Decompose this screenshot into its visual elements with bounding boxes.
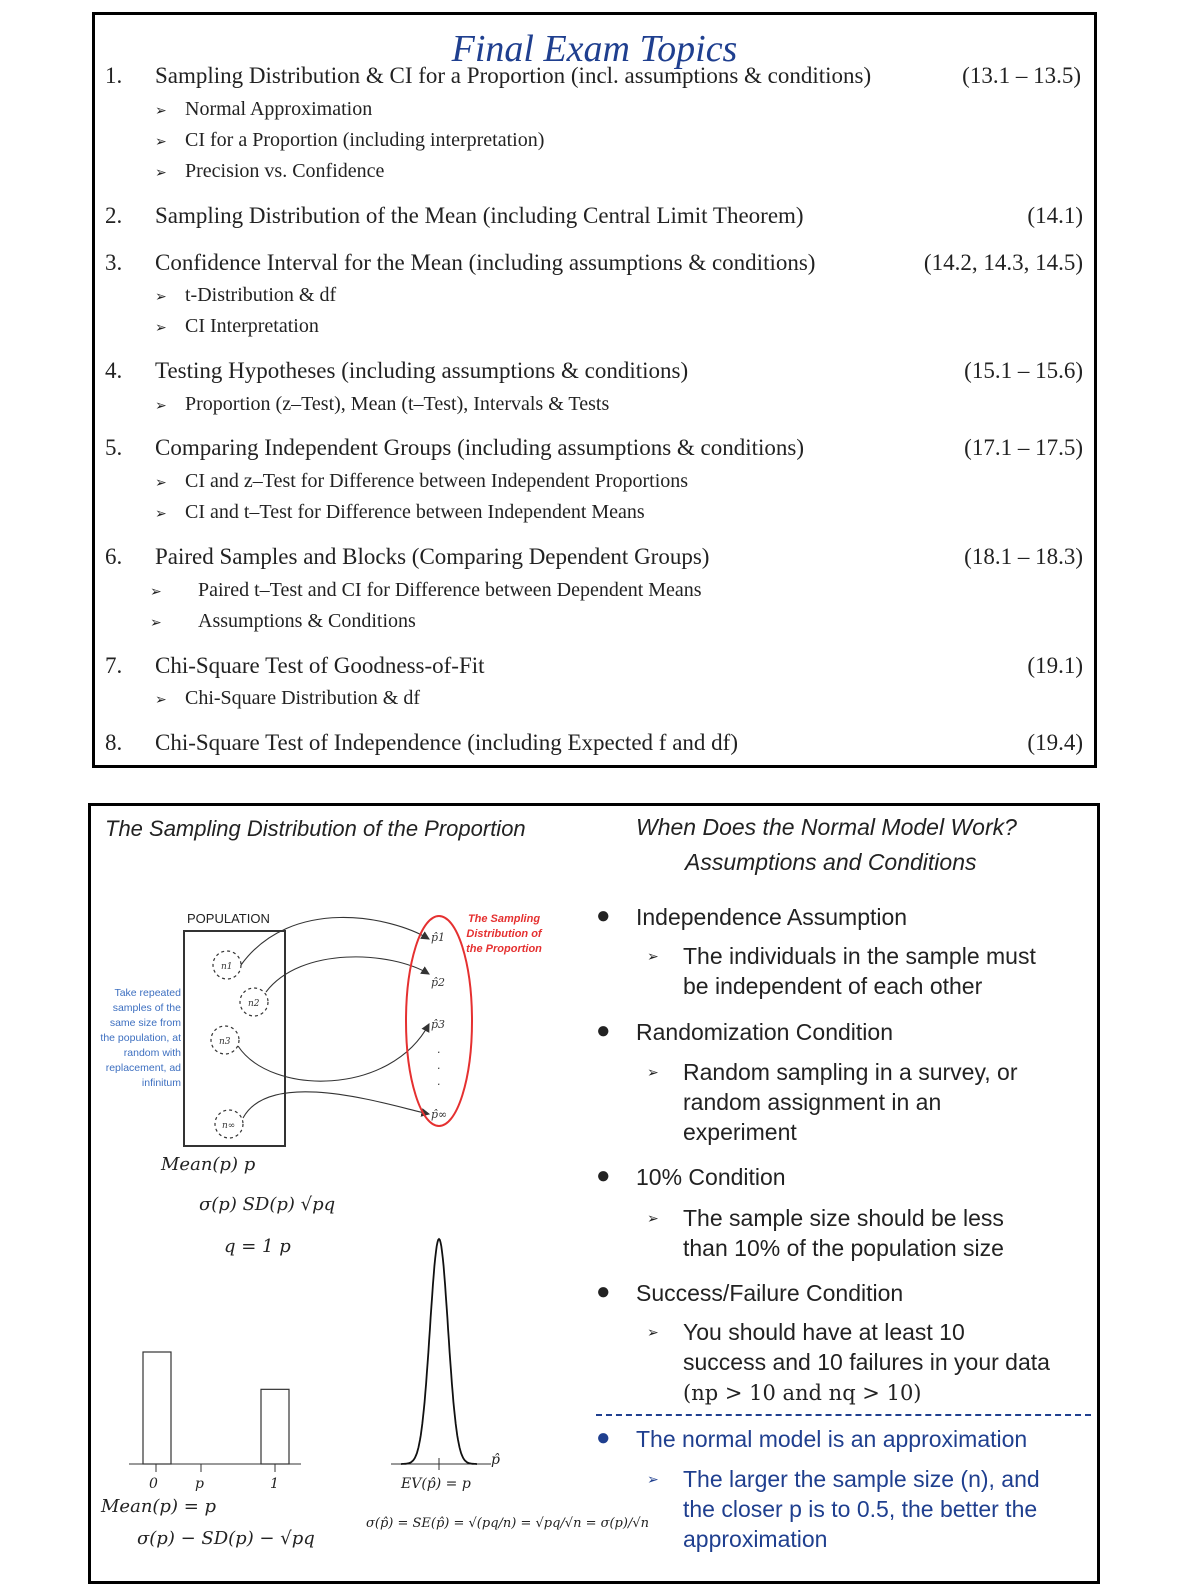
arrow-bullet-icon: ➢ bbox=[155, 289, 167, 305]
subtopic: ➢ Chi-Square Distribution & df bbox=[155, 687, 420, 709]
ev-label: EV(p̂) = p bbox=[401, 1476, 471, 1492]
population-box bbox=[184, 931, 285, 1146]
right-title-2: Assumptions and Conditions bbox=[685, 849, 977, 875]
bullet-icon: ● bbox=[596, 1162, 611, 1189]
arrow-bullet-icon: ➢ bbox=[647, 1210, 659, 1226]
dashed-divider bbox=[596, 1414, 1091, 1416]
arrow-bullet-icon: ➢ bbox=[647, 1324, 659, 1340]
bar-tick-0: 0 bbox=[149, 1476, 158, 1492]
subtopic: ➢ Proportion (z–Test), Mean (t–Test), Intervals & Tests bbox=[155, 393, 610, 415]
side-note: Take repeated samples of the same size from the population, at random with replacement, ad infinitum bbox=[100, 987, 181, 1089]
arrow-bullet-icon: ➢ bbox=[150, 584, 162, 600]
bottom-mean: Mean(p) = p bbox=[101, 1496, 217, 1517]
svg-text:·: · bbox=[437, 1062, 441, 1075]
formula-mean: Mean(p) p bbox=[161, 1154, 256, 1175]
svg-text:n3: n3 bbox=[219, 1037, 231, 1047]
arrow-bullet-icon: ➢ bbox=[155, 320, 167, 336]
phat-2: p̂2 bbox=[431, 976, 446, 989]
bullet-icon: ● bbox=[596, 1017, 611, 1044]
curve-x-label: p̂ bbox=[491, 1452, 500, 1468]
arrow-bullet-icon: ➢ bbox=[155, 165, 167, 181]
population-label: POPULATION bbox=[187, 911, 270, 926]
arrow-bullet-icon: ➢ bbox=[647, 1471, 659, 1487]
bullet-icon: ● bbox=[596, 1424, 611, 1451]
svg-text:·: · bbox=[437, 1046, 441, 1059]
svg-text:n1: n1 bbox=[221, 962, 233, 972]
arrow-bullet-icon: ➢ bbox=[150, 615, 162, 631]
formula-sigma: σ(p) SD(p) √pq bbox=[199, 1194, 336, 1215]
svg-text:n2: n2 bbox=[248, 999, 260, 1009]
sampling-dist-label: The Sampling Distribution of the Proportion bbox=[466, 913, 542, 955]
left-title: The Sampling Distribution of the Proportion bbox=[105, 816, 526, 841]
arrow-3 bbox=[238, 1024, 429, 1081]
arrow-2 bbox=[266, 957, 429, 992]
normal-curve bbox=[401, 1239, 477, 1464]
bar-tick-p: p bbox=[195, 1476, 204, 1492]
svg-text:n∞: n∞ bbox=[222, 1121, 236, 1131]
final-exam-topics-box: Final Exam Topics 1. Sampling Distribution & CI for a Proportion (incl. assumptions & conditions) (13.1 – 13.5) ➢ Normal Approximation ➢ CI for a Proportion (including interpretation) ➢ Precision vs. Confidence 2. Sampling Distribution of the Mean (including Central Limit Theorem) (14.1) 3. Confidence Interval for the Mean (including assumptions & conditions) (14.2, 14.3, 14.5) ➢ t-Distribution & df ➢ CI Interpretation 4. Testing Hypotheses (including assumptions & conditions) (15.1 – 15.6) ➢ Proportion (z–Test), Mean (t–Test), Intervals & Tests 5. Comparing Independent Groups (including assumptions & conditions) (17.1 – 17.5) ➢ CI and z–Test for Difference between Independent Proportions ➢ CI and t–Test for Difference between Independent Means 6. Paired Samples and Blocks (Comparing Dependent Groups) (18.1 – 18.3) ➢ Paired t–Test and CI for Difference between Dependent Means ➢ Assumptions & Conditions 7. Chi-Square Test of Goodness-of-Fit (19.1) ➢ Chi-Square Distribution & df 8. Chi-Square Test of Independence (including Expected f and df) (19.4) bbox=[92, 12, 1097, 768]
subtopic: ➢ Normal Approximation bbox=[155, 98, 373, 120]
arrow-bullet-icon: ➢ bbox=[647, 948, 659, 964]
topic-text: Sampling Distribution & CI for a Proportion (incl. assumptions & conditions) bbox=[155, 63, 872, 88]
subtopic: ➢ t-Distribution & df bbox=[155, 284, 337, 306]
subtopic: ➢ CI and z–Test for Difference between Independent Proportions bbox=[155, 470, 689, 492]
arrow-bullet-icon: ➢ bbox=[155, 475, 167, 491]
subtopic: ➢ CI and t–Test for Difference between Independent Means bbox=[155, 501, 645, 523]
arrow-bullet-icon: ➢ bbox=[647, 1064, 659, 1080]
arrow-inf bbox=[243, 1092, 429, 1118]
bullet-icon: ● bbox=[596, 1278, 611, 1305]
subtopic: ➢ CI Interpretation bbox=[155, 315, 319, 337]
bullet-icon: ● bbox=[596, 902, 611, 929]
topic-number: 1. bbox=[105, 63, 123, 88]
bar-tick-1: 1 bbox=[270, 1476, 279, 1492]
topic-sections: (13.1 – 13.5) bbox=[962, 63, 1081, 88]
page-title: Final Exam Topics bbox=[451, 28, 738, 70]
subtopic: ➢ Assumptions & Conditions bbox=[150, 610, 416, 632]
right-title-1: When Does the Normal Model Work? bbox=[636, 814, 1017, 840]
phat-inf: p̂∞ bbox=[431, 1108, 448, 1121]
phat-1: p̂1 bbox=[431, 931, 446, 944]
arrow-bullet-icon: ➢ bbox=[155, 134, 167, 150]
formula-q: q = 1 p bbox=[224, 1236, 291, 1257]
sampling-distribution-slide: The Sampling Distribution of the Proportion p̂1 p̂2 p̂3 · · · p̂∞ n1 n2 n3 n∞ POPULATION The Sampling Distribution of the Proportion Take repeated samples of the same size from the population, at random with replacement, ad infinitum Mean(p) p σ(p) SD(p) √pq q = 1 p 0 p 1 Mean(p) = p σ(p) − SD(p) − √pq p̂ EV(p̂) = p σ(p̂) = SE(p̂) = √(pq/n) = √pq/√n = σ(p)/√n When Does the Normal Model Work? Assumptions and Conditions ● Independence Assumption ➢ The individuals in the sample must be independent of each other ● Randomization Condition ➢ Random sampling in a survey, or random assignment in an experiment ● 10% Condition ➢ The sample size should be less than 10% of the population size ● Success/Failure Condition ➢ You should have at least 10 success and 10 failures in your data (np > 10 and nq > 10) ● The normal model is an approximation ➢ The larger the sample size (n), and the closer p is to 0.5, the better the approximation bbox=[88, 803, 1100, 1584]
arrow-bullet-icon: ➢ bbox=[155, 398, 167, 414]
bar-0 bbox=[143, 1352, 171, 1464]
arrow-bullet-icon: ➢ bbox=[155, 692, 167, 708]
arrow-bullet-icon: ➢ bbox=[155, 103, 167, 119]
phat-3: p̂3 bbox=[431, 1018, 446, 1031]
bar-1 bbox=[261, 1389, 289, 1464]
se-formula: σ(p̂) = SE(p̂) = √(pq/n) = √pq/√n = σ(p)/√n bbox=[366, 1516, 649, 1531]
arrow-bullet-icon: ➢ bbox=[155, 506, 167, 522]
bottom-sigma: σ(p) − SD(p) − √pq bbox=[137, 1528, 315, 1549]
svg-text:·: · bbox=[437, 1078, 441, 1091]
subtopic: ➢ Paired t–Test and CI for Difference between Dependent Means bbox=[150, 579, 702, 601]
subtopic: ➢ CI for a Proportion (including interpretation) bbox=[155, 129, 545, 151]
subtopic: ➢ Precision vs. Confidence bbox=[155, 160, 385, 182]
